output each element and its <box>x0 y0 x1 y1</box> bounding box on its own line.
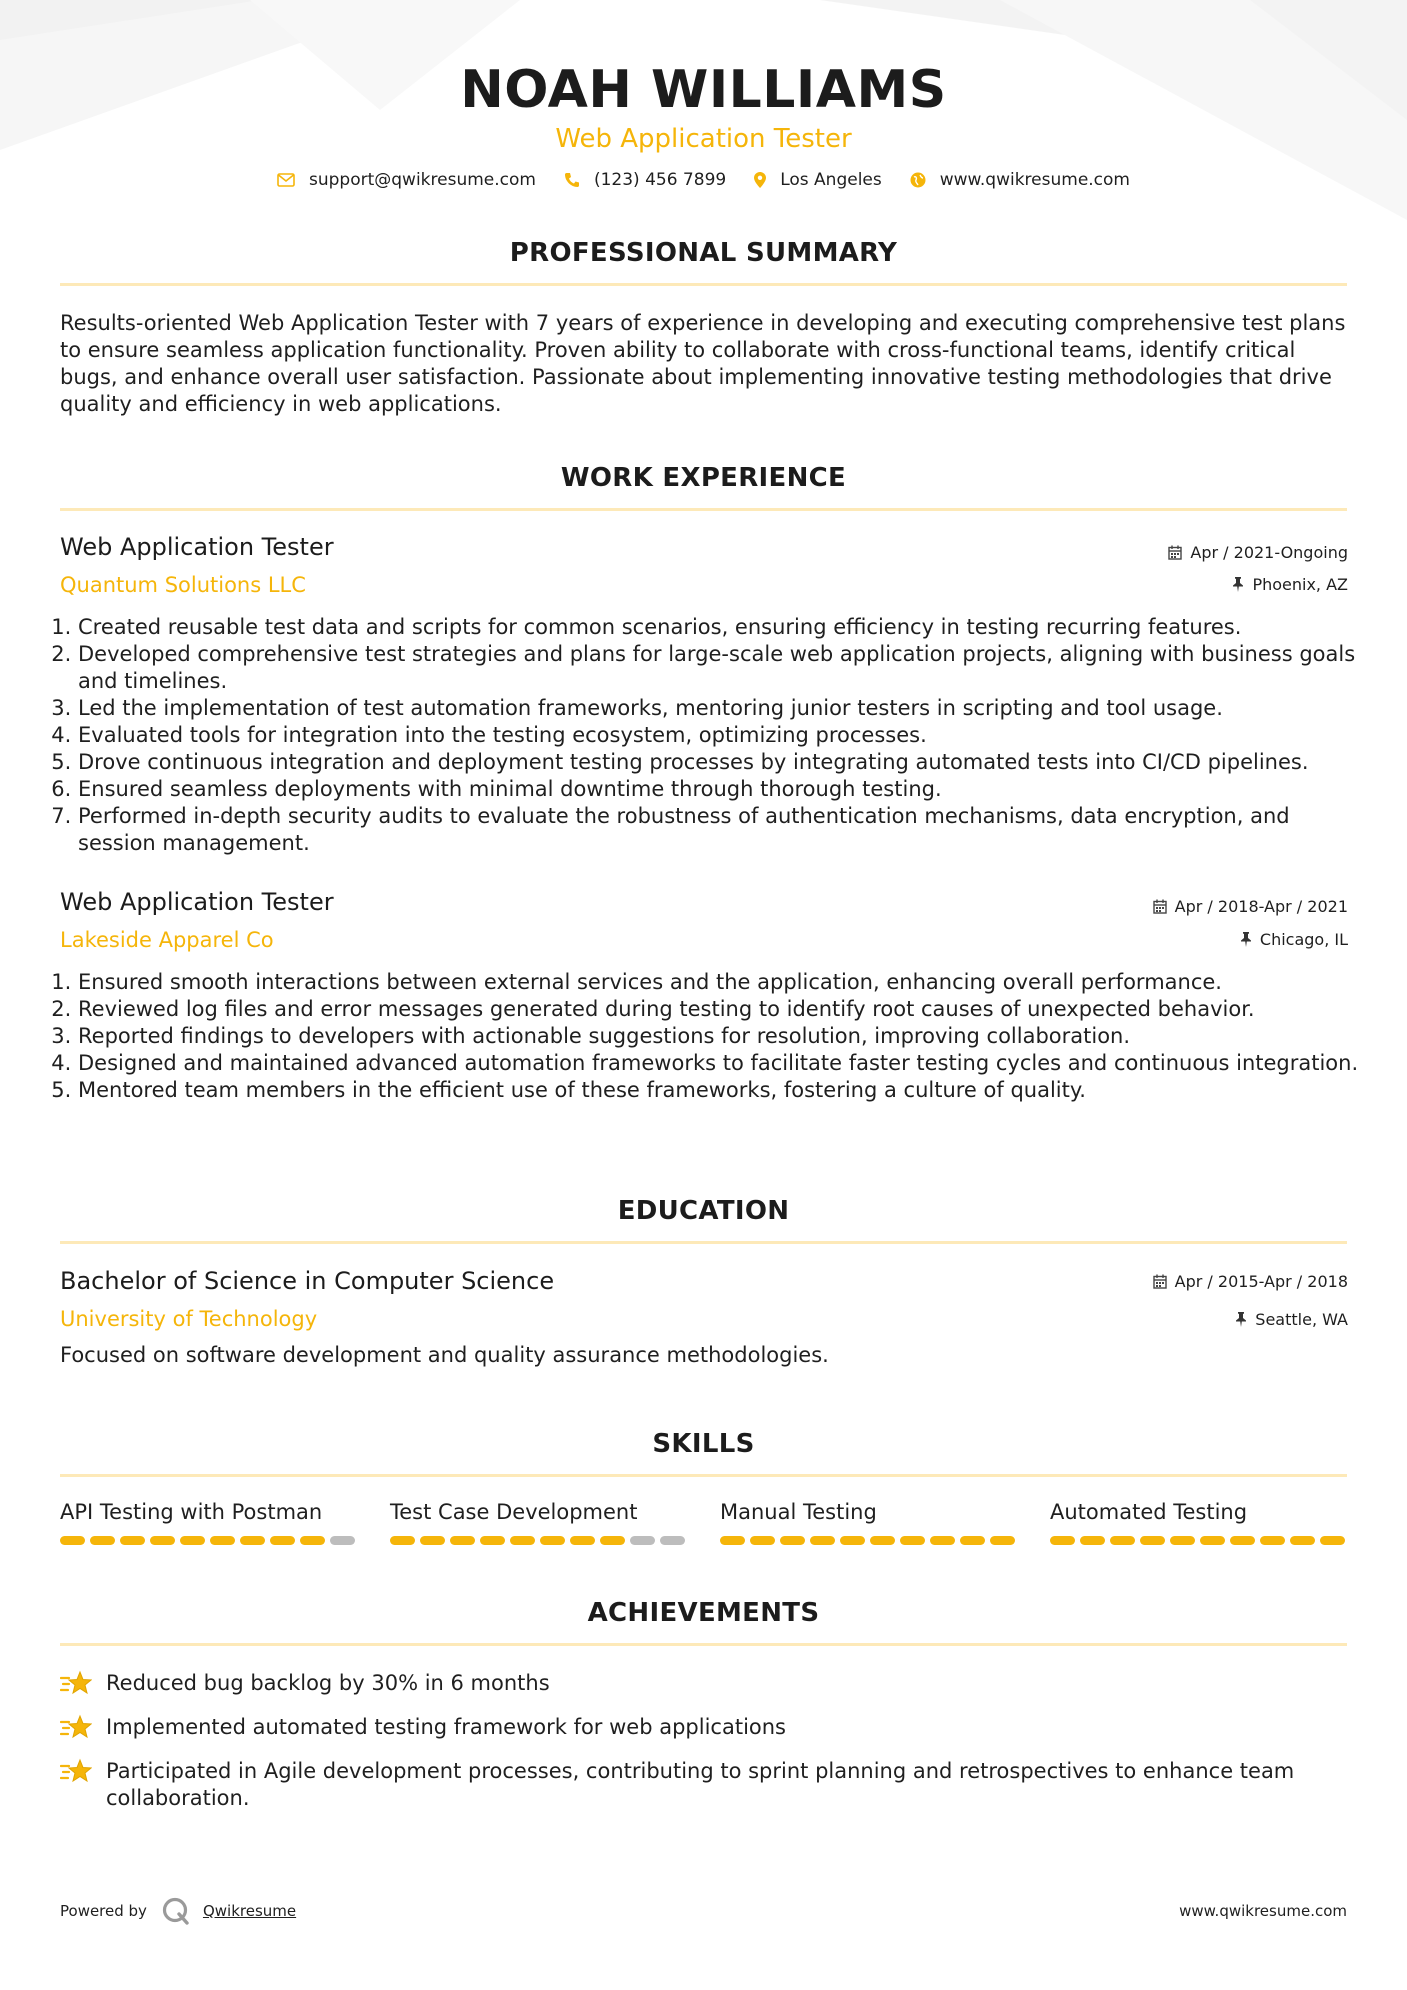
job-bullet: 3. Led the implementation of test automation frameworks, mentoring junior testers in scripting and tool usage. <box>78 695 1368 722</box>
calendar-icon <box>1153 1274 1167 1289</box>
job-date <box>1168 543 1348 562</box>
degree-title: Bachelor of Science in Computer Science <box>60 1267 555 1295</box>
skill-dot-filled <box>810 1536 835 1545</box>
education-location <box>1235 1310 1348 1329</box>
skill-dot-filled <box>450 1536 475 1545</box>
skill-dot-filled <box>240 1536 265 1545</box>
skill-name: Automated Testing <box>1050 1500 1248 1524</box>
job-bullet: 5. Mentored team members in the efficient use of these frameworks, fostering a culture of quality. <box>78 1077 1368 1104</box>
skill-dot-filled <box>390 1536 415 1545</box>
skill-rating <box>1050 1536 1350 1545</box>
skill-item <box>390 1500 690 1545</box>
skill-dot-filled <box>990 1536 1015 1545</box>
achievement-text: Implemented automated testing framework for web applications <box>106 1715 786 1739</box>
qwikresume-link[interactable]: Qwikresume <box>202 1902 297 1920</box>
education-divider <box>60 1241 1347 1244</box>
job-date-text: Apr / 2021-Ongoing <box>1190 543 1348 562</box>
job-location-text: Phoenix, AZ <box>1252 575 1348 594</box>
summary-divider <box>60 283 1347 286</box>
job-bullet: 7. Performed in-depth security audits to evaluate the robustness of authentication mechanisms, data encryption, and session management. <box>78 803 1368 857</box>
skill-dot-filled <box>300 1536 325 1545</box>
star-icon <box>60 1758 92 1784</box>
location-text: Los Angeles <box>780 170 882 190</box>
skill-rating <box>390 1536 690 1545</box>
calendar-icon <box>1153 899 1167 914</box>
skills-heading: SKILLS <box>652 1429 755 1459</box>
skill-dot-filled <box>210 1536 235 1545</box>
skill-dot-filled <box>180 1536 205 1545</box>
pushpin-icon <box>1240 932 1252 947</box>
job-bullet: 1. Created reusable test data and scripts for common scenarios, ensuring efficiency in testing recurring features. <box>78 614 1368 641</box>
skill-item <box>60 1500 360 1545</box>
achievement-item <box>60 1758 1350 1812</box>
skill-dot-empty <box>630 1536 655 1545</box>
globe-icon <box>910 172 926 188</box>
job-bullet: 1. Ensured smooth interactions between external services and the application, enhancing overall performance. <box>78 969 1368 996</box>
job-date <box>1153 897 1348 916</box>
skill-item <box>720 1500 1020 1545</box>
skill-dot-filled <box>90 1536 115 1545</box>
skill-dot-filled <box>150 1536 175 1545</box>
school-name: University of Technology <box>60 1307 318 1331</box>
job-bullet: 6. Ensured seamless deployments with minimal downtime through thorough testing. <box>78 776 1368 803</box>
skill-dot-filled <box>870 1536 895 1545</box>
powered-by <box>60 1896 296 1926</box>
contact-website[interactable] <box>910 170 1130 190</box>
job-date-text: Apr / 2018-Apr / 2021 <box>1174 897 1348 916</box>
job-bullet: 4. Evaluated tools for integration into the testing ecosystem, optimizing processes. <box>78 722 1368 749</box>
achievement-text: Reduced bug backlog by 30% in 6 months <box>106 1671 550 1695</box>
achievement-text: Participated in Agile development processes, contributing to sprint planning and retrospectives to enhance team collaboration. <box>106 1759 1295 1810</box>
skill-dot-filled <box>1200 1536 1225 1545</box>
pushpin-icon <box>1232 577 1244 592</box>
skill-dot-filled <box>1320 1536 1345 1545</box>
website-text: www.qwikresume.com <box>939 170 1130 190</box>
email-text: support@qwikresume.com <box>309 170 536 190</box>
skill-dot-filled <box>120 1536 145 1545</box>
skill-dot-filled <box>1050 1536 1075 1545</box>
phone-icon <box>564 172 580 188</box>
star-icon <box>60 1670 92 1696</box>
skills-list <box>60 1500 1350 1545</box>
map-pin-icon <box>754 172 766 188</box>
job-bullet: 3. Reported findings to developers with actionable suggestions for resolution, improving collaboration. <box>78 1023 1368 1050</box>
skill-name: Test Case Development <box>390 1500 638 1524</box>
education-description: Focused on software development and quality assurance methodologies. <box>60 1343 829 1367</box>
skill-dot-filled <box>1110 1536 1135 1545</box>
summary-heading: PROFESSIONAL SUMMARY <box>509 238 898 268</box>
experience-heading: WORK EXPERIENCE <box>560 463 847 493</box>
skills-divider <box>60 1474 1347 1477</box>
skill-dot-filled <box>1170 1536 1195 1545</box>
achievements-list <box>60 1670 1350 1829</box>
education-location-text: Seattle, WA <box>1255 1310 1348 1329</box>
skill-dot-filled <box>1140 1536 1165 1545</box>
star-icon <box>60 1714 92 1740</box>
skill-dot-filled <box>570 1536 595 1545</box>
skill-dot-filled <box>780 1536 805 1545</box>
job-location <box>1232 575 1348 594</box>
summary-text: Results-oriented Web Application Tester with 7 years of experience in developing and executing comprehensive test plans to ensure seamless application functionality. Proven ability to collaborate with cross-functional teams, identify critical bugs, and enhance overall user satisfaction. Passionate about implementing innovative testing methodologies that drive quality and efficiency in web applications. <box>60 311 1346 416</box>
skill-dot-empty <box>660 1536 685 1545</box>
job-bullets <box>60 614 1368 857</box>
skill-dot-filled <box>960 1536 985 1545</box>
skill-item <box>1050 1500 1350 1545</box>
job-location-text: Chicago, IL <box>1259 930 1348 949</box>
skill-dot-filled <box>1260 1536 1285 1545</box>
footer <box>60 1896 1347 1926</box>
footer-website[interactable]: www.qwikresume.com <box>1179 1902 1347 1920</box>
candidate-role: Web Application Tester <box>555 124 852 154</box>
achievement-item <box>60 1714 1350 1741</box>
job-bullet: 4. Designed and maintained advanced automation frameworks to facilitate faster testing cycles and continuous integration. <box>78 1050 1368 1077</box>
skill-dot-filled <box>750 1536 775 1545</box>
calendar-icon <box>1168 545 1182 560</box>
skill-dot-filled <box>540 1536 565 1545</box>
pushpin-icon <box>1235 1312 1247 1327</box>
skill-dot-filled <box>1230 1536 1255 1545</box>
skill-dot-filled <box>1080 1536 1105 1545</box>
achievements-heading: ACHIEVEMENTS <box>587 1598 820 1628</box>
skill-name: API Testing with Postman <box>60 1500 323 1524</box>
skill-rating <box>60 1536 360 1545</box>
achievements-divider <box>60 1643 1347 1646</box>
job-bullets <box>60 969 1368 1104</box>
skill-dot-filled <box>270 1536 295 1545</box>
contact-phone[interactable] <box>564 170 726 190</box>
skill-dot-filled <box>900 1536 925 1545</box>
skill-dot-filled <box>720 1536 745 1545</box>
candidate-name: NOAH WILLIAMS <box>460 60 947 120</box>
powered-by-label: Powered by <box>60 1902 147 1920</box>
skill-dot-filled <box>420 1536 445 1545</box>
phone-text: (123) 456 7899 <box>593 170 727 190</box>
contact-location <box>754 170 882 190</box>
job-location <box>1240 930 1348 949</box>
qwikresume-logo-icon <box>161 1896 191 1926</box>
skill-dot-filled <box>1290 1536 1315 1545</box>
skill-rating <box>720 1536 1020 1545</box>
skill-name: Manual Testing <box>720 1500 877 1524</box>
skill-dot-filled <box>930 1536 955 1545</box>
skill-dot-filled <box>480 1536 505 1545</box>
resume-header <box>0 58 1407 156</box>
skill-dot-filled <box>840 1536 865 1545</box>
job-title: Web Application Tester <box>60 533 334 561</box>
envelope-icon <box>277 173 295 187</box>
skill-dot-empty <box>330 1536 355 1545</box>
contact-email[interactable] <box>277 170 536 190</box>
job-bullet: 2. Developed comprehensive test strategies and plans for large-scale web application projects, aligning with business goals and timelines. <box>78 641 1368 695</box>
job-title: Web Application Tester <box>60 888 334 916</box>
skill-dot-filled <box>600 1536 625 1545</box>
achievement-item <box>60 1670 1350 1697</box>
experience-divider <box>60 508 1347 511</box>
education-date-text: Apr / 2015-Apr / 2018 <box>1174 1272 1348 1291</box>
skill-dot-filled <box>60 1536 85 1545</box>
contact-bar <box>0 170 1407 190</box>
job-bullet: 5. Drove continuous integration and deployment testing processes by integrating automated tests into CI/CD pipelines. <box>78 749 1368 776</box>
skill-dot-filled <box>510 1536 535 1545</box>
job-bullet: 2. Reviewed log files and error messages generated during testing to identify root causes of unexpected behavior. <box>78 996 1368 1023</box>
education-heading: EDUCATION <box>617 1196 790 1226</box>
job-company: Quantum Solutions LLC <box>60 573 306 597</box>
education-date <box>1153 1272 1348 1291</box>
job-company: Lakeside Apparel Co <box>60 928 274 952</box>
